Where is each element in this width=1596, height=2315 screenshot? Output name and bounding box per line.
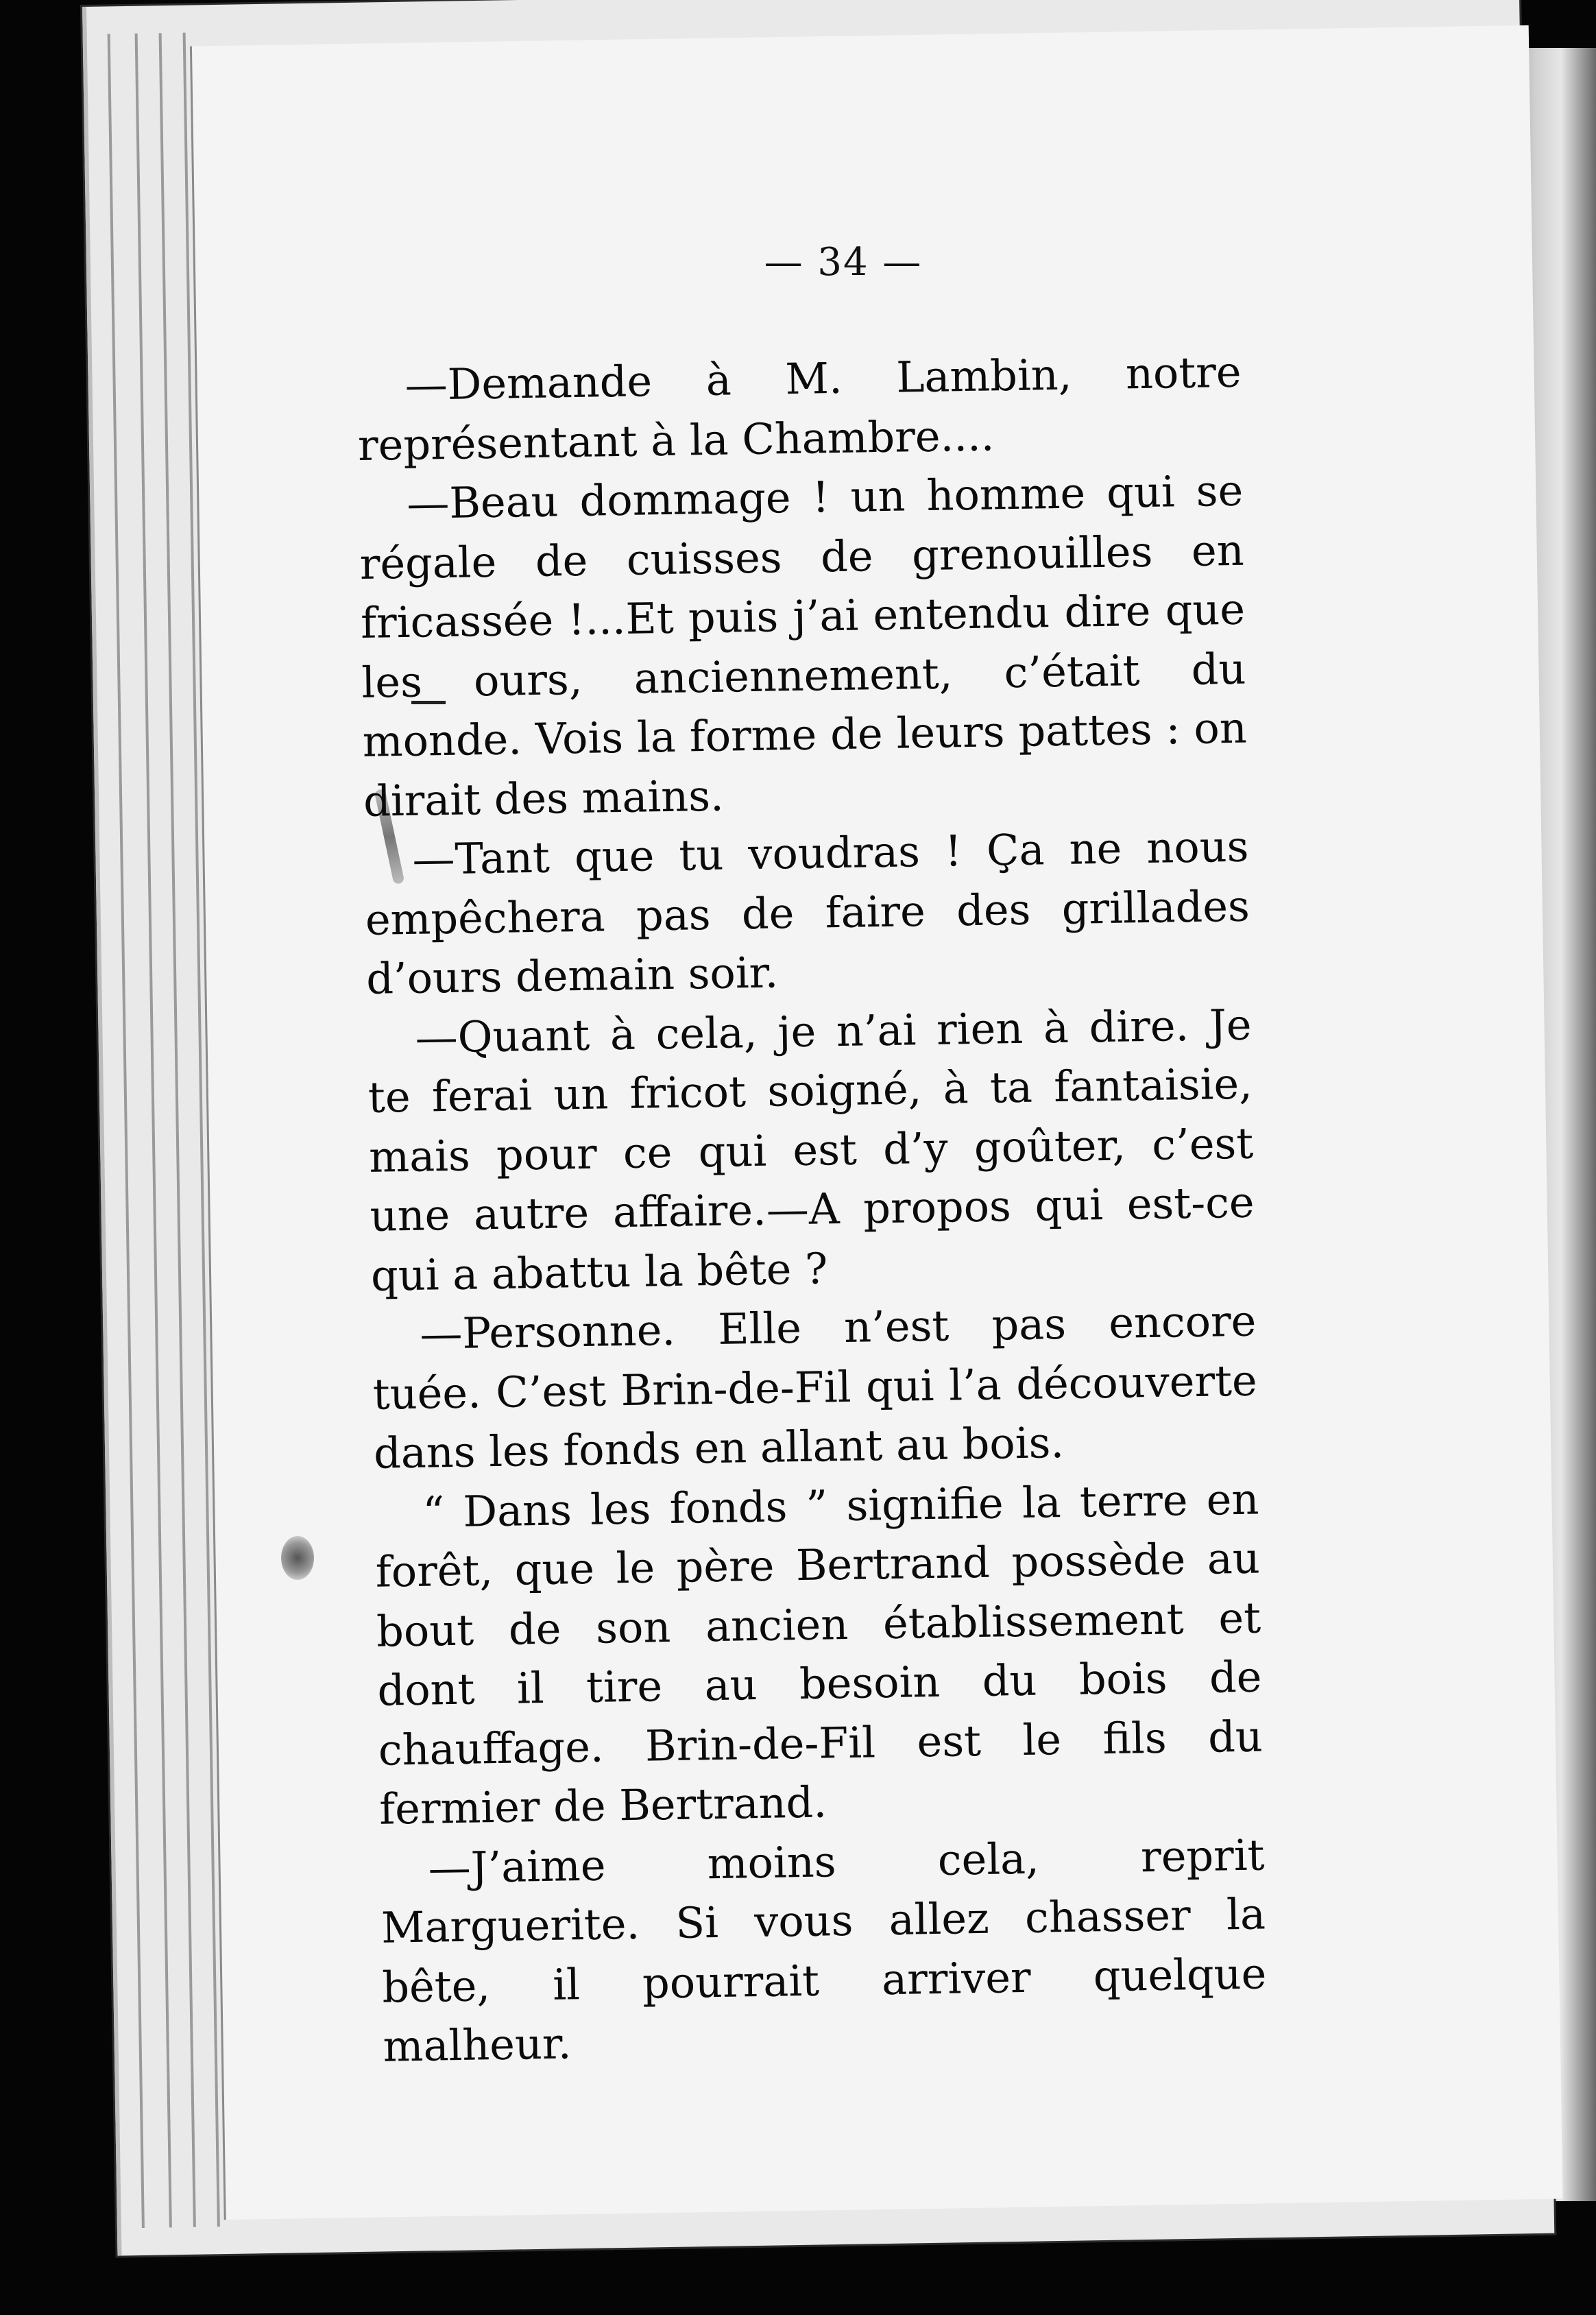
body-text (356, 343, 1268, 2076)
ink-smudge (281, 1536, 314, 1580)
paragraph: —J’aime moins cela, reprit Marguerite. Si vous allez chasser la bête, il pourrait arriver quelque malheur. (380, 1829, 1267, 2072)
paragraph: —Tant que tu voudras ! Ça ne nous empêchera pas de faire des grillades d’ours demain soir. (365, 821, 1250, 1004)
page-number: — 34 — (764, 240, 923, 285)
paragraph: —Demande à M. Lambin, notre représentant à la Chambre.... (357, 346, 1242, 470)
paragraph: —Personne. Elle n’est pas encore tuée. C’est Brin-de-Fil qui l’a découverte dans les fonds en allant au bois. (372, 1295, 1258, 1478)
page-edge (108, 34, 145, 2228)
paragraph: —Quant à cela, je n’ai rien à dire. Je te ferai un fricot soigné, à ta fantaisie, mais pour ce qui est d’y goûter, c’est une autre affaire.—A propos qui est-ce qui a abattu la bête ? (367, 999, 1255, 1301)
paragraph: —Beau dommage ! un homme qui se régale de cuisses de grenouilles en fricassée !...Et puis j’ai entendu dire que les ours, anciennement, c’était du monde. Vois la forme de leurs pattes : on dirait des mains. (359, 465, 1248, 826)
paragraph: “ Dans les fonds ” signifie la terre en forêt, que le père Bertrand possède au bout de son ancien établissement et dont il tire au besoin du bois de chauffage. Brin-de-Fil est le fils du fermier de Bertrand. (375, 1474, 1264, 1834)
